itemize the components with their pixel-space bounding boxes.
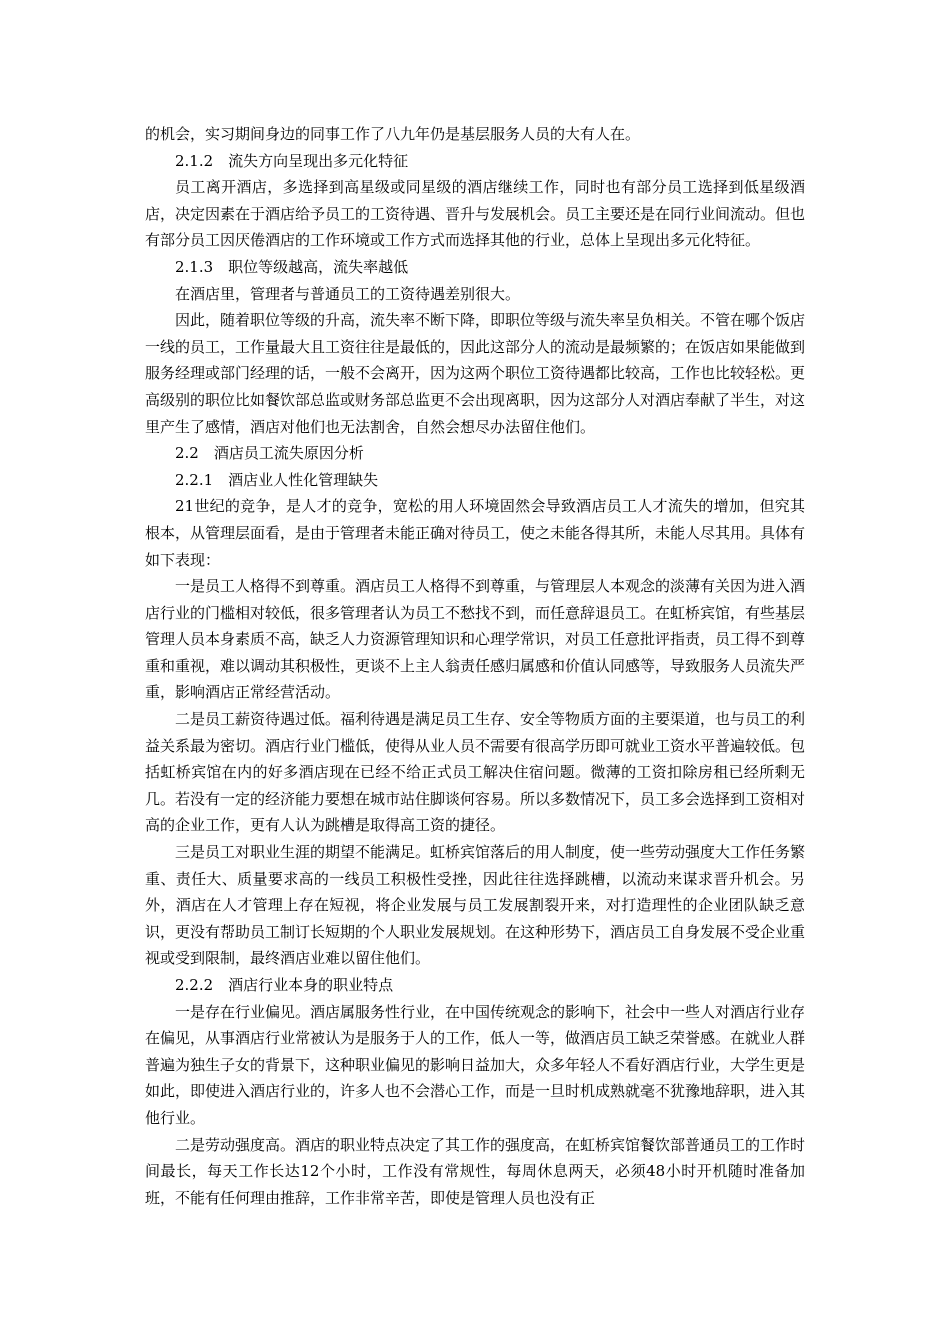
section-heading-2-2-1: 2.2.1 酒店业人性化管理缺失 <box>175 470 379 489</box>
paragraph: 二是劳动强度高。酒店的职业特点决定了其工作的强度高，在虹桥宾馆餐饮部普通员工的工作时间最长，每天工作长达12个小时，工作没有常规性，每周休息两天，必须48小时开机随时准备加班，不能有任何理由推辞，工作非常辛苦，即使是管理人员也没有正 <box>145 1135 806 1207</box>
section-heading-2-1-2: 2.1.2 流失方向呈现出多元化特征 <box>175 151 409 170</box>
paragraph: 21世纪的竞争，是人才的竞争，宽松的用人环境固然会导致酒店员工人才流失的增加，但究其根本，从管理层面看，是由于管理者未能正确对待员工，使之未能各得其所，未能人尽其用。具体有如下表现： <box>145 497 806 569</box>
document-page <box>145 121 805 1211</box>
paragraph: 一是员工人格得不到尊重。酒店员工人格得不到尊重，与管理层人本观念的淡薄有关因为进入酒店行业的门槛相对较低，很多管理者认为员工不愁找不到，而任意辞退员工。在虹桥宾馆，有些基层管理人员本身素质不高，缺乏人力资源管理知识和心理学常识，对员工任意批评指责，员工得不到尊重和重视，难以调动其积极性，更谈不上主人翁责任感归属感和价值认同感等，导致服务人员流失严重，影响酒店正常经营活动。 <box>145 577 806 702</box>
paragraph: 员工离开酒店，多选择到高星级或同星级的酒店继续工作，同时也有部分员工选择到低星级酒店，决定因素在于酒店给予员工的工资待遇、晋升与发展机会。员工主要还是在同行业间流动。但也有部分员工因厌倦酒店的工作环境或工作方式而选择其他的行业，总体上呈现出多元化特征。 <box>145 178 806 250</box>
paragraph-continued: 的机会，实习期间身边的同事工作了八九年仍是基层服务人员的大有人在。 <box>145 125 641 143</box>
paragraph: 一是存在行业偏见。酒店属服务性行业，在中国传统观念的影响下，社会中一些人对酒店行业存在偏见，从事酒店行业常被认为是服务于人的工作，低人一等，做酒店员工缺乏荣誉感。在就业人群普遍为独生子女的背景下，这种职业偏见的影响日益加大，众多年轻人不看好酒店行业，大学生更是如此，即使进入酒店行业的，许多人也不会潜心工作，而是一旦时机成熟就毫不犹豫地辞职，进入其他行业。 <box>145 1002 806 1127</box>
section-heading-2-1-3: 2.1.3 职位等级越高，流失率越低 <box>175 257 409 276</box>
paragraph: 二是员工薪资待遇过低。福利待遇是满足员工生存、安全等物质方面的主要渠道，也与员工的利益关系最为密切。酒店行业门槛低，使得从业人员不需要有很高学历即可就业工资水平普遍较低。包括虹桥宾馆在内的好多酒店现在已经不给正式员工解决住宿问题。微薄的工资扣除房租已经所剩无几。若没有一定的经济能力要想在城市站住脚谈何容易。所以多数情况下，员工多会选择到工资相对高的企业工作，更有人认为跳槽是取得高工资的捷径。 <box>145 710 806 835</box>
paragraph: 因此，随着职位等级的升高，流失率不断下降，即职位等级与流失率呈负相关。不管在哪个饭店一线的员工，工作量最大且工资往往是最低的，因此这部分人的流动是最频繁的；在饭店如果能做到服务经理或部门经理的话，一般不会离开，因为这两个职位工资待遇都比较高，工作也比较轻松。更高级别的职位比如餐饮部总监或财务部总监更不会出现离职，因为这部分人对酒店奉献了半生，对这里产生了感情，酒店对他们也无法割舍，自然会想尽办法留住他们。 <box>145 311 806 436</box>
paragraph: 三是员工对职业生涯的期望不能满足。虹桥宾馆落后的用人制度，使一些劳动强度大工作任务繁重、责任大、质量要求高的一线员工积极性受挫，因此往往选择跳槽，以流动来谋求晋升机会。另外，酒店在人才管理上存在短视，将企业发展与员工发展割裂开来，对打造理性的企业团队缺乏意识，更没有帮助员工制订长短期的个人职业发展规划。在这种形势下，酒店员工自身发展不受企业重视或受到限制，最终酒店业难以留住他们。 <box>145 843 806 968</box>
paragraph: 在酒店里，管理者与普通员工的工资待遇差别很大。 <box>175 284 521 303</box>
section-heading-2-2-2: 2.2.2 酒店行业本身的职业特点 <box>175 976 394 994</box>
section-heading-2-2: 2.2 酒店员工流失原因分析 <box>175 444 364 463</box>
